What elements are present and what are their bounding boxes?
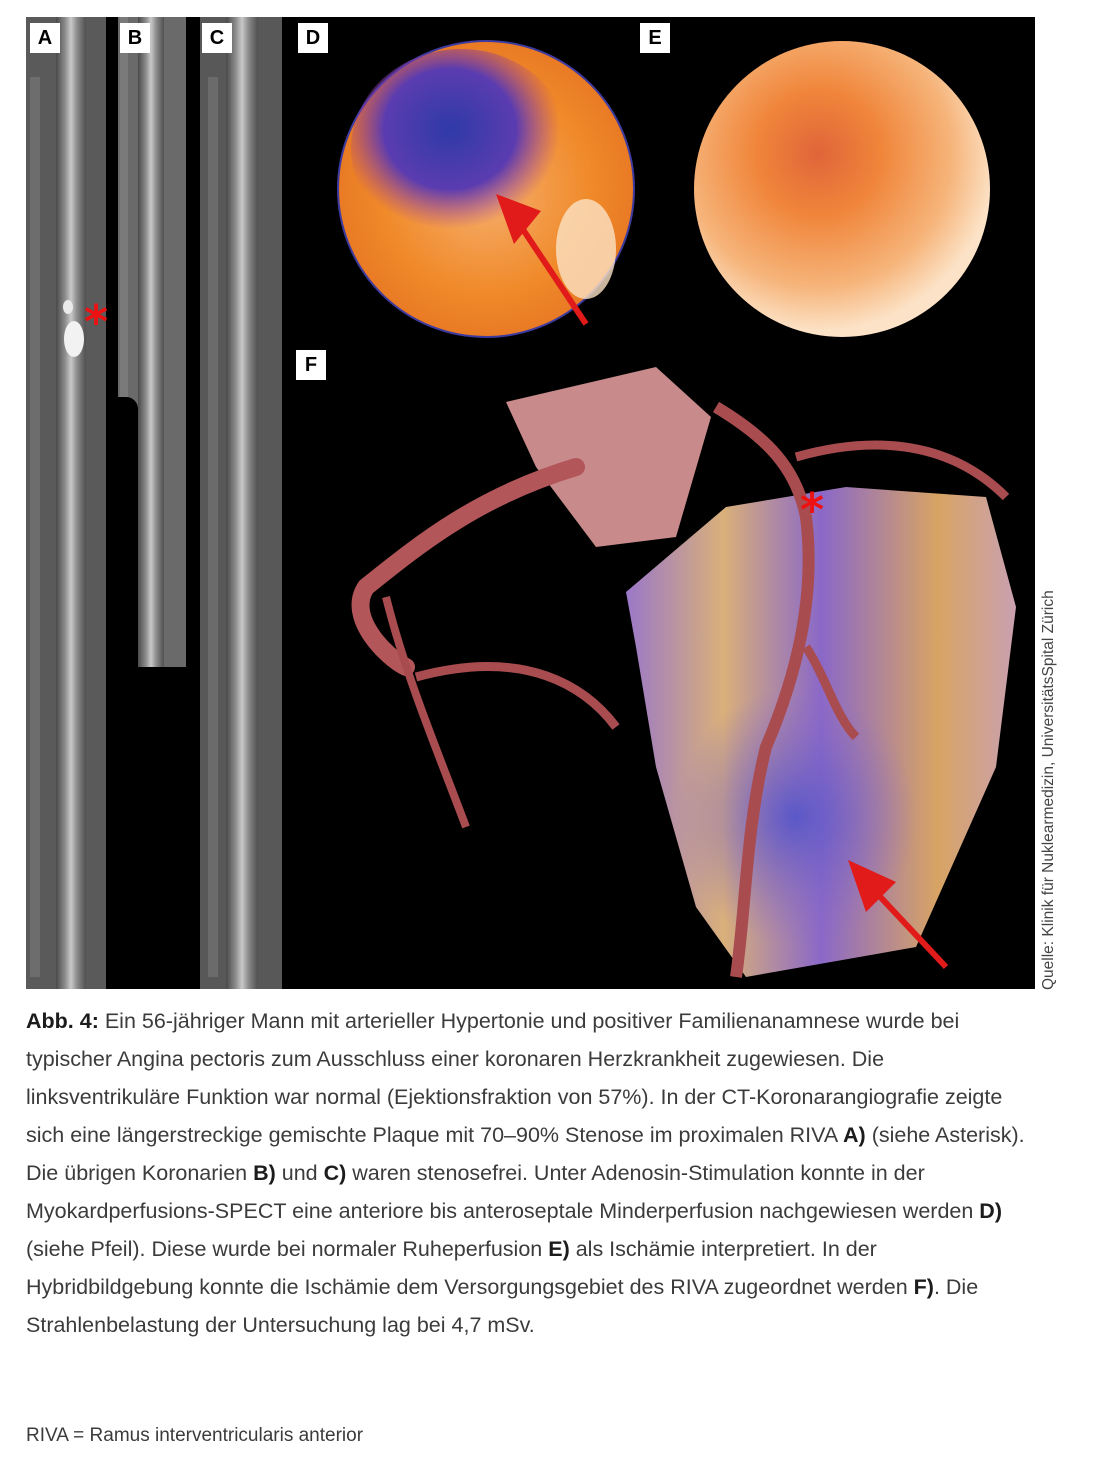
caption-ref-a: A) <box>843 1123 866 1147</box>
riva-asterisk: * <box>800 483 825 537</box>
caption-text: als Ischämie interpretiert. In der Hybridbildgebung konnte die Ischämie dem Versorgungsgebiet des RIVA zugeordnet werden <box>26 1237 914 1299</box>
caption-text: (siehe Asterisk). Die übrigen Koronarien <box>26 1123 1025 1185</box>
panel-label-a: A <box>30 23 60 53</box>
caption-text: waren stenosefrei. Unter Adenosin-Stimulation konnte in der Myokardperfusions-SPECT eine anteriore bis anteroseptale Minderperfusion nachgewiesen werden <box>26 1161 980 1223</box>
panel-label-c: C <box>202 23 232 53</box>
caption-ref-f: F) <box>913 1275 934 1299</box>
caption-ref-b: B) <box>253 1161 276 1185</box>
hybrid-heart-rendering <box>326 347 1026 987</box>
caption-ref-e: E) <box>548 1237 570 1261</box>
abbreviation-footnote: RIVA = Ramus interventricularis anterior <box>26 1425 364 1446</box>
panel-label-d: D <box>298 23 328 53</box>
panel-label-e: E <box>640 23 670 53</box>
panel-label-f: F <box>296 350 326 380</box>
image-credit: Quelle: Klinik für Nuklearmedizin, UniversitätsSpital Zürich <box>1040 590 1057 990</box>
spect-rest-polar-map <box>692 39 992 339</box>
panel-label-b: B <box>120 23 150 53</box>
spect-stress-polar-map <box>336 39 636 339</box>
figure-caption <box>26 1002 1036 1344</box>
plaque-asterisk: * <box>84 295 109 349</box>
caption-ref-d: D) <box>979 1199 1002 1223</box>
caption-label: Abb. 4: <box>26 1009 99 1033</box>
caption-text: (siehe Pfeil). Diese wurde bei normaler Ruheperfusion <box>26 1237 549 1261</box>
caption-text: Ein 56-jähriger Mann mit arterieller Hypertonie und positiver Familienanamnese wurde bei typischer Angina pectoris zum Ausschluss einer koronaren Herzkrankheit zugewiesen. Die linksventrikuläre Funktion war normal (Ejektionsfraktion von 57%). In der CT-Koronarangiografie zeigte sich eine längerstreckige gemischte Plaque mit 70–90% Stenose im proximalen RIVA <box>26 1009 1003 1147</box>
caption-text: und <box>275 1161 324 1185</box>
figure <box>26 17 1035 989</box>
ct-strip-c <box>200 17 282 989</box>
caption-ref-c: C) <box>323 1161 347 1185</box>
caption-text: . Die Strahlenbelastung der Untersuchung lag bei 4,7 mSv. <box>26 1275 979 1337</box>
ct-strip-a <box>26 17 109 989</box>
